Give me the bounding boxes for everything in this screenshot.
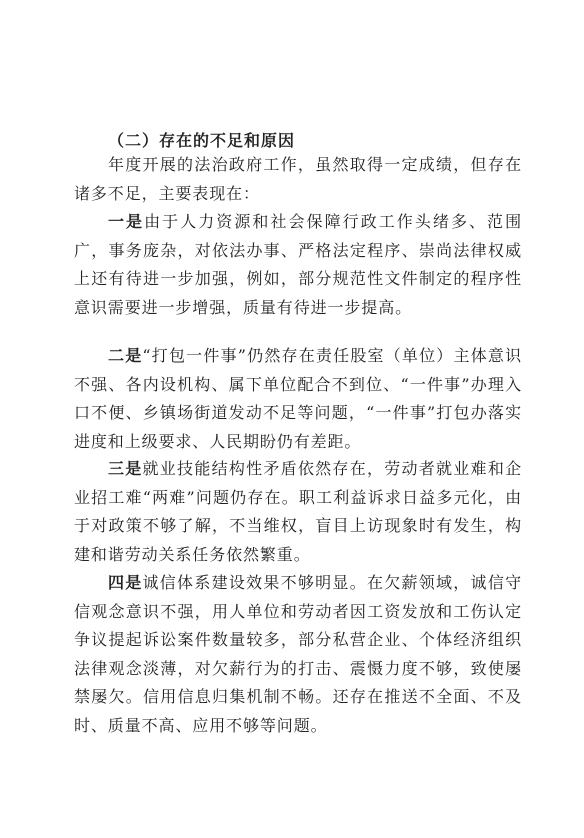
paragraph-point-3 [74,455,522,569]
paragraph-point-4 [74,569,522,741]
paragraph-text: 诚信体系建设效果不够明显。在欠薪领域，诚信守信观念意识不强，用人单位和劳动者因工资发放和工伤认定争议提起诉讼案件数量较多，部分私营企业、个体经济组织法律观念淡薄，对欠薪行为的打击、震慑力度不够，致使屡禁屡欠。信用信息归集机制不畅。还存在推送不全面、不及时、质量不高、应用不够等问题。 [74,573,522,735]
paragraph-lead: 二是 [108,346,143,365]
paragraph-point-1 [74,208,522,322]
paragraph-text: “打包一件事”仍然存在责任股室（单位）主体意识不强、各内设机构、属下单位配合不到位、“一件事”办理入口不便、乡镇场街道发动不足等问题，“一件事”打包办落实进度和上级要求、人民期盼仍有差距。 [74,346,522,451]
paragraph-text: 由于人力资源和社会保障行政工作头绪多、范围广，事务庞杂，对依法办事、严格法定程序、崇尚法律权威上还有待进一步加强，例如，部分规范性文件制定的程序性意识需要进一步增强，质量有待进一步提高。 [74,212,522,317]
section-heading: （二）存在的不足和原因 [108,131,296,150]
paragraph-lead: 四是 [108,573,143,592]
paragraph-lead: 一是 [108,212,145,231]
paragraph-point-2 [74,342,522,456]
paragraph-lead: 三是 [108,459,143,478]
intro-paragraph [74,151,522,208]
paragraph-text: 就业技能结构性矛盾依然存在，劳动者就业难和企业招工难“两难”问题仍存在。职工利益诉求日益多元化，由于对政策不够了解，不当维权，盲目上访现象时有发生，构建和谐劳动关系任务依然繁重。 [74,459,522,564]
paragraph-text: 年度开展的法治政府工作，虽然取得一定成绩，但存在诸多不足，主要表现在： [74,155,522,203]
